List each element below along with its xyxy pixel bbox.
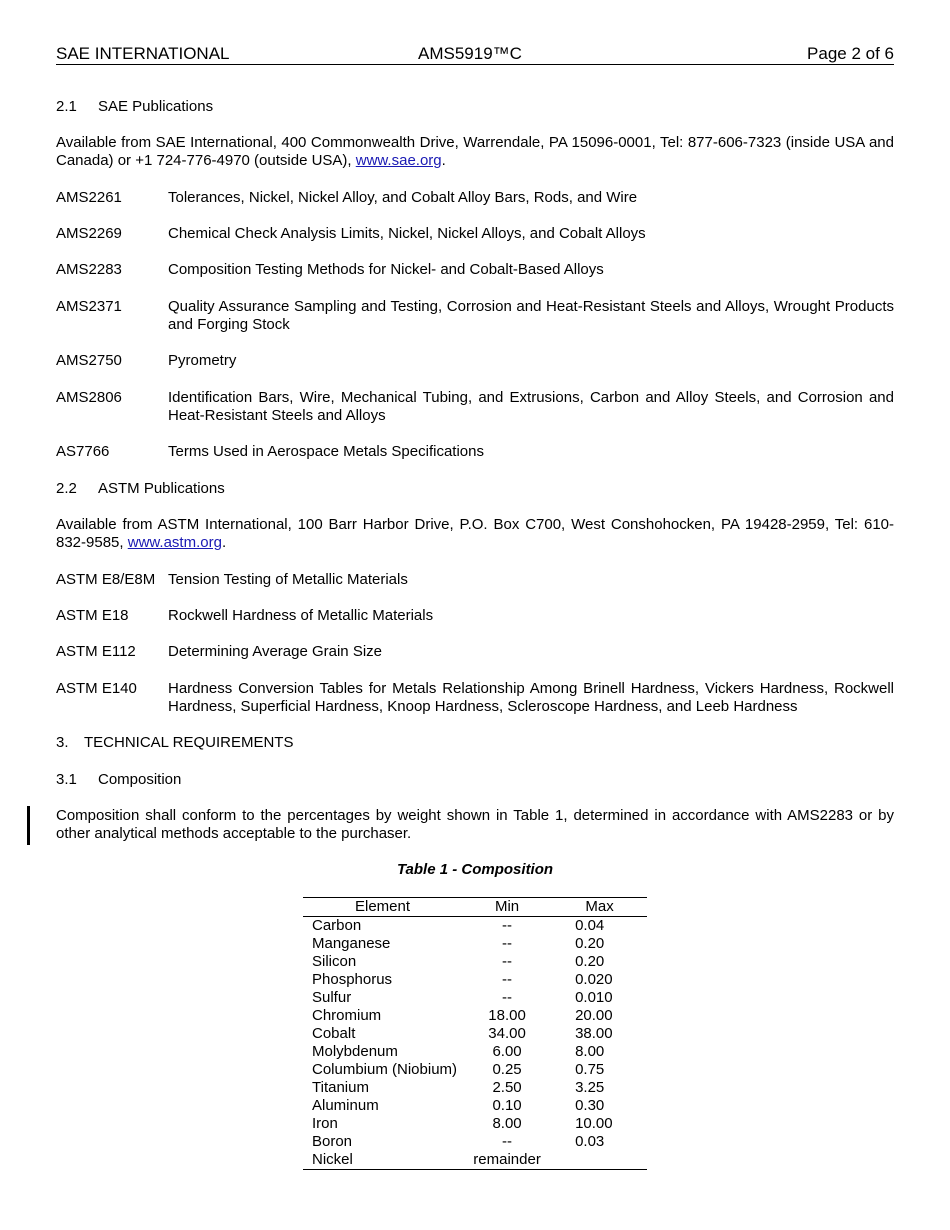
reference-title: Tension Testing of Metallic Materials bbox=[168, 571, 408, 588]
sae-availability-text: Available from SAE International, 400 Commonwealth Drive, Warrendale, PA 15096-0001, Tel: 877-606-7323 (inside USA and Canada) or +1 724-776-4970 (outside USA), bbox=[56, 134, 894, 169]
reference-title: Composition Testing Methods for Nickel- and Cobalt-Based Alloys bbox=[168, 261, 604, 278]
composition-paragraph: Composition shall conform to the percentages by weight shown in Table 1, determined in accordance with AMS2283 or by other analytical methods acceptable to the purchaser. bbox=[56, 807, 894, 842]
table-row bbox=[303, 1043, 647, 1061]
header-page-number: Page 2 of 6 bbox=[807, 44, 894, 63]
header-doc-id: AMS5919™C bbox=[418, 44, 522, 63]
max-cell: 8.00 bbox=[575, 1043, 605, 1060]
section-title: Composition bbox=[98, 771, 182, 788]
element-cell: Cobalt bbox=[312, 1025, 356, 1042]
table-row bbox=[303, 1079, 647, 1097]
revision-change-bar bbox=[27, 806, 30, 845]
table-row bbox=[303, 989, 647, 1007]
table-row bbox=[303, 1133, 647, 1151]
reference-title: Tolerances, Nickel, Nickel Alloy, and Cobalt Alloy Bars, Rods, and Wire bbox=[168, 189, 638, 206]
max-cell: 20.00 bbox=[575, 1007, 613, 1024]
min-cell: -- bbox=[502, 953, 513, 970]
section-3-heading bbox=[56, 734, 293, 752]
element-cell: Chromium bbox=[312, 1007, 382, 1024]
page-header bbox=[56, 44, 894, 65]
reference-code: AMS2261 bbox=[56, 189, 122, 206]
table-header-row bbox=[303, 898, 647, 917]
max-cell: 0.20 bbox=[575, 935, 605, 952]
min-cell: remainder bbox=[462, 1151, 552, 1170]
element-cell: Iron bbox=[312, 1115, 338, 1132]
min-cell: -- bbox=[502, 989, 513, 1006]
section-2-2-heading bbox=[56, 480, 225, 498]
min-cell: 0.10 bbox=[492, 1097, 522, 1114]
min-cell: -- bbox=[502, 1133, 513, 1150]
table-row bbox=[303, 1061, 647, 1079]
max-cell: 0.04 bbox=[575, 917, 605, 934]
sae-website-link[interactable]: www.sae.org bbox=[355, 152, 442, 169]
reference-code: AMS2806 bbox=[56, 389, 122, 406]
composition-table bbox=[303, 897, 647, 1170]
table-row bbox=[303, 971, 647, 989]
element-cell: Manganese bbox=[312, 935, 391, 952]
period: . bbox=[441, 152, 446, 169]
reference-title: Rockwell Hardness of Metallic Materials bbox=[168, 607, 434, 624]
max-cell: 0.20 bbox=[575, 953, 605, 970]
column-header: Max bbox=[552, 898, 647, 917]
min-cell: -- bbox=[502, 971, 513, 988]
max-cell: 10.00 bbox=[575, 1115, 613, 1132]
element-cell: Aluminum bbox=[312, 1097, 379, 1114]
reference-title: Identification Bars, Wire, Mechanical Tubing, and Extrusions, Carbon and Alloy Steels, and Corrosion and Heat-Resistant Steels and Alloys bbox=[168, 389, 894, 424]
section-number: 2.1 bbox=[56, 98, 77, 115]
max-cell: 0.75 bbox=[575, 1061, 605, 1078]
reference-title: Terms Used in Aerospace Metals Specifications bbox=[168, 443, 484, 460]
reference-code: ASTM E18 bbox=[56, 607, 129, 624]
section-number: 2.2 bbox=[56, 480, 77, 497]
section-number: 3.1 bbox=[56, 771, 77, 788]
max-cell bbox=[552, 1151, 647, 1170]
section-title: SAE Publications bbox=[98, 98, 214, 115]
astm-availability-text: Available from ASTM International, 100 Barr Harbor Drive, P.O. Box C700, West Conshohocken, PA 19428-2959, Tel: 610-832-9585, bbox=[56, 516, 894, 551]
table-row bbox=[303, 953, 647, 971]
reference-code: ASTM E8/E8M bbox=[56, 571, 156, 588]
reference-code: AMS2371 bbox=[56, 298, 122, 315]
section-2-1-heading bbox=[56, 98, 213, 116]
reference-title: Determining Average Grain Size bbox=[168, 643, 382, 660]
max-cell: 38.00 bbox=[575, 1025, 613, 1042]
element-cell: Nickel bbox=[303, 1151, 462, 1170]
element-cell: Columbium (Niobium) bbox=[312, 1061, 458, 1078]
element-cell: Titanium bbox=[312, 1079, 369, 1096]
min-cell: 18.00 bbox=[488, 1007, 526, 1024]
element-cell: Boron bbox=[312, 1133, 353, 1150]
reference-title: Chemical Check Analysis Limits, Nickel, Nickel Alloys, and Cobalt Alloys bbox=[168, 225, 646, 242]
section-title: TECHNICAL REQUIREMENTS bbox=[84, 734, 294, 751]
min-cell: 0.25 bbox=[492, 1061, 522, 1078]
reference-code: AMS2269 bbox=[56, 225, 122, 242]
max-cell: 0.03 bbox=[575, 1133, 605, 1150]
reference-title: Pyrometry bbox=[168, 352, 237, 369]
element-cell: Carbon bbox=[312, 917, 362, 934]
column-header: Min bbox=[462, 898, 552, 917]
reference-code: AMS2750 bbox=[56, 352, 122, 369]
max-cell: 0.30 bbox=[575, 1097, 605, 1114]
reference-code: AS7766 bbox=[56, 443, 110, 460]
table-row bbox=[303, 1097, 647, 1115]
min-cell: -- bbox=[502, 917, 513, 934]
min-cell: 6.00 bbox=[492, 1043, 522, 1060]
min-cell: 2.50 bbox=[492, 1079, 522, 1096]
min-cell: 8.00 bbox=[492, 1115, 522, 1132]
max-cell: 0.010 bbox=[575, 989, 613, 1006]
table-row bbox=[303, 1115, 647, 1133]
astm-availability-paragraph bbox=[56, 516, 894, 552]
element-cell: Sulfur bbox=[312, 989, 352, 1006]
reference-code: ASTM E140 bbox=[56, 680, 137, 697]
table-title: Table 1 - Composition bbox=[396, 861, 554, 878]
reference-code: ASTM E112 bbox=[56, 643, 136, 660]
table-row bbox=[303, 1007, 647, 1025]
column-header: Element bbox=[303, 898, 462, 917]
element-cell: Molybdenum bbox=[312, 1043, 398, 1060]
reference-code: AMS2283 bbox=[56, 261, 122, 278]
max-cell: 0.020 bbox=[575, 971, 613, 988]
element-cell: Silicon bbox=[312, 953, 357, 970]
period: . bbox=[221, 534, 227, 551]
section-3-1-heading bbox=[56, 771, 181, 789]
header-org: SAE INTERNATIONAL bbox=[56, 44, 230, 63]
table-row bbox=[303, 917, 647, 936]
min-cell: -- bbox=[502, 935, 513, 952]
element-cell: Phosphorus bbox=[312, 971, 393, 988]
sae-availability-paragraph bbox=[56, 134, 894, 170]
reference-title: Quality Assurance Sampling and Testing, Corrosion and Heat-Resistant Steels and Alloys, Wrought Products and Forging Stock bbox=[168, 298, 894, 333]
table-row bbox=[303, 1151, 647, 1170]
section-title: ASTM Publications bbox=[98, 480, 225, 497]
table-row bbox=[303, 935, 647, 953]
astm-website-link[interactable]: www.astm.org bbox=[127, 534, 222, 551]
max-cell: 3.25 bbox=[575, 1079, 605, 1096]
section-number: 3. bbox=[56, 734, 69, 751]
min-cell: 34.00 bbox=[488, 1025, 526, 1042]
table-row bbox=[303, 1025, 647, 1043]
reference-title: Hardness Conversion Tables for Metals Relationship Among Brinell Hardness, Vickers Hardness, Rockwell Hardness, Superficial Hardness, Knoop Hardness, Scleroscope Hardness, and Leeb Hardness bbox=[168, 680, 894, 715]
